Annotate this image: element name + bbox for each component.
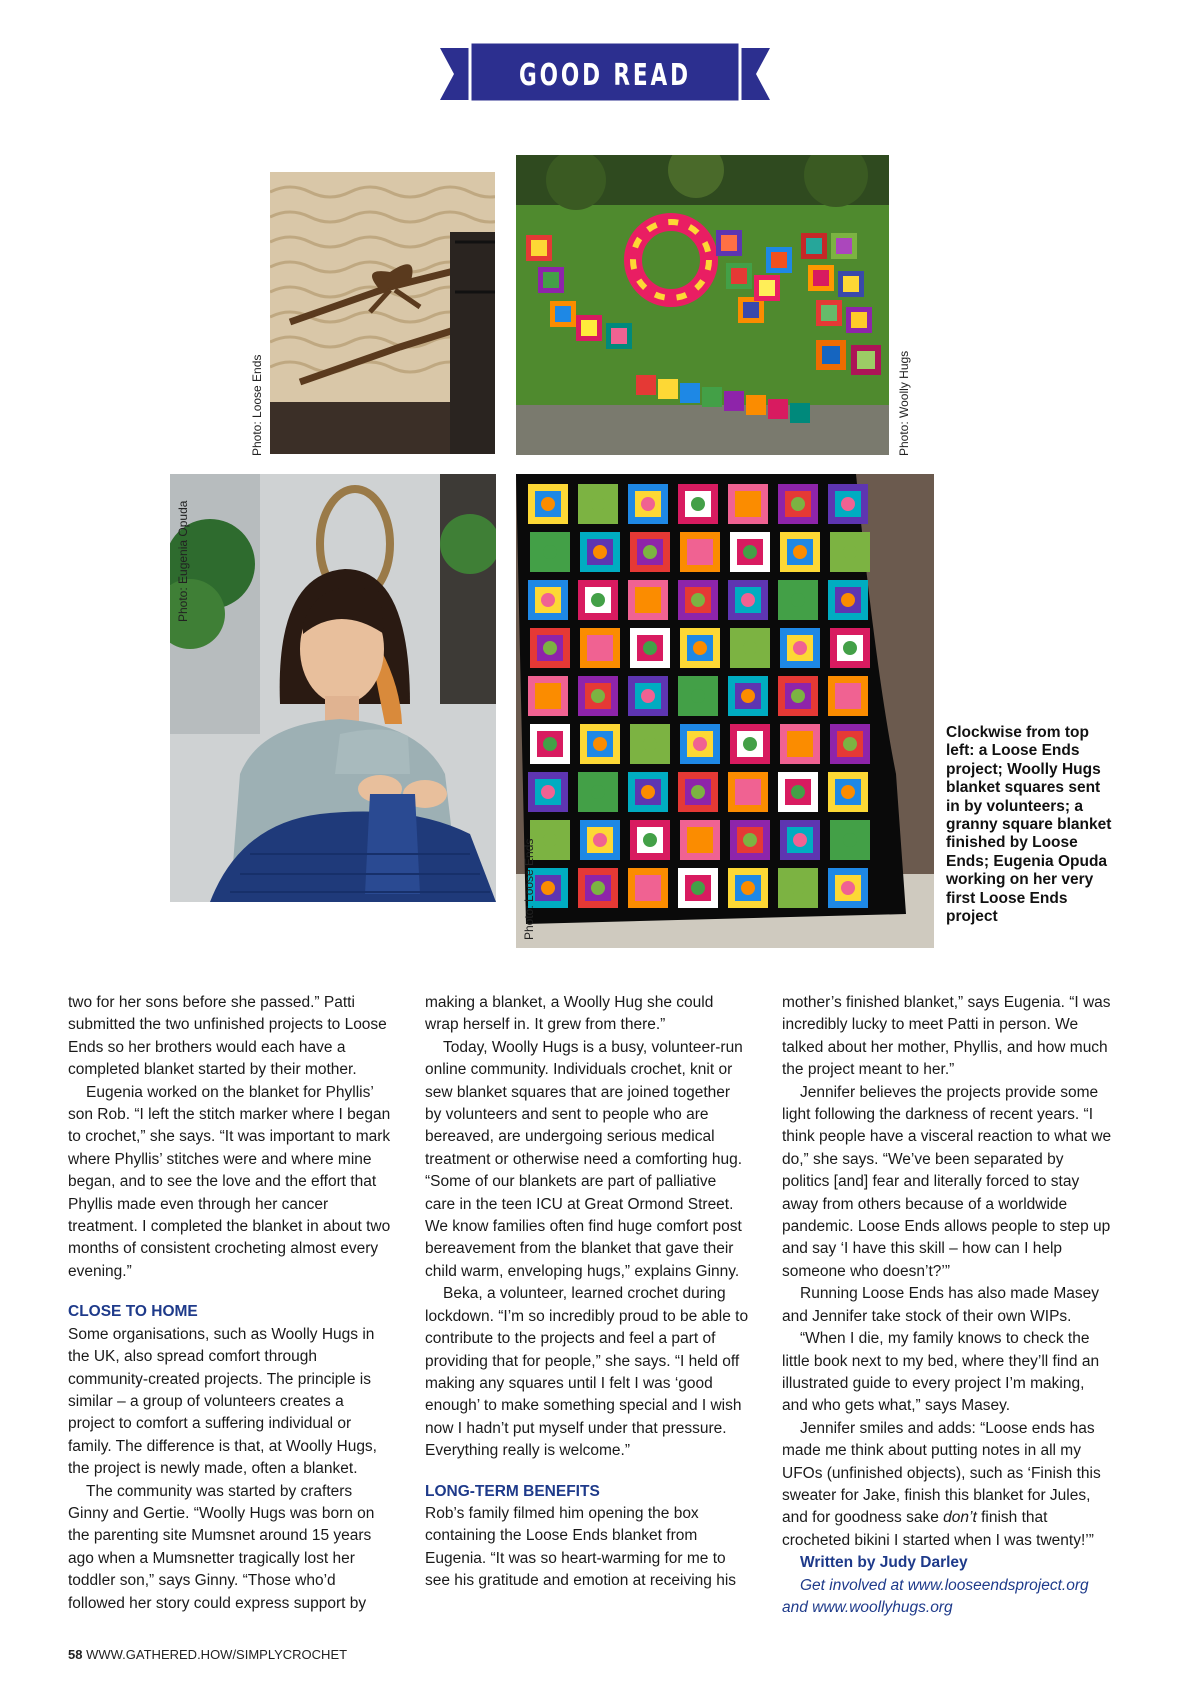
- photo-credit-woolly-hugs: Photo: Woolly Hugs: [897, 350, 911, 456]
- page-number: 58: [68, 1647, 83, 1662]
- paragraph: Today, Woolly Hugs is a busy, volunteer-run online community. Individuals crochet, knit or sew blanket squares that are joined together by volunteers and sent to people who are bereaved, are undergoing serious medical treatment or otherwise need a comforting hug. “Some of our blankets are part of palliative care in the teen ICU at Great Ormond Street. We know families often find huge comfort post bereavement from the blanket that gave their child warm, enveloping hugs,” explains Ginny.: [425, 1038, 743, 1280]
- photo-eugenia-opuda: [170, 474, 496, 902]
- paragraph: making a blanket, a Woolly Hug she could wrap herself in. It grew from there.”: [425, 994, 714, 1034]
- paragraph: Rob’s family filmed him opening the box containing the Loose Ends blanket from Eugenia. “It was so heart-warming for me to see his gratitude and emotion at receiving his: [425, 1504, 737, 1590]
- page-footer: [68, 1647, 347, 1662]
- photo-woolly-hugs-squares: [516, 155, 889, 455]
- paragraph-text: Jennifer smiles and adds: “Loose ends has made me think about putting notes in all my UFOs (unfinished objects), such as ‘Finish this sweater for Jake, finish this blanket for Jules, and for goodness sake: [782, 1419, 1101, 1527]
- get-involved-links: Get involved at www.looseendsproject.org and www.woollyhugs.org: [782, 1576, 1089, 1616]
- footer-url: WWW.GATHERED.HOW/SIMPLYCROCHET: [86, 1647, 348, 1662]
- paragraph: mother’s finished blanket,” says Eugenia. “I was incredibly lucky to meet Patti in person. We talked about her mother, Phyllis, and how much the project meant to her.”: [782, 994, 1111, 1079]
- subheading-long-term-benefits: LONG-TERM BENEFITS: [425, 1482, 600, 1500]
- paragraph: two for her sons before she passed.” Patti submitted the two unfinished projects to Loose Ends so her brothers would each have a completed blanket started by their mother.: [68, 994, 387, 1079]
- photo-credit-loose-ends: Photo: Loose Ends: [250, 354, 264, 456]
- photo-granny-square-blanket: [516, 474, 934, 948]
- paragraph: “When I die, my family knows to check the little book next to my bed, where they’ll find an illustrated guide to every project I’m making, and who gets what,” says Masey.: [782, 1330, 1100, 1415]
- author-byline: Written by Judy Darley: [800, 1554, 968, 1572]
- paragraph-text: finish that crocheted bikini I started when I was twenty!’”: [782, 1509, 1094, 1549]
- paragraph: [782, 1418, 1112, 1552]
- photo-credit-loose-ends-blanket: Photo: Loose Ends: [522, 838, 536, 940]
- banner-title: GOOD READ: [519, 58, 691, 93]
- photo-loose-ends-project: [270, 172, 495, 454]
- section-banner: [440, 40, 770, 112]
- photo-caption: Clockwise from top left: a Loose Ends project; Woolly Hugs blanket squares sent in by volunteers; a granny square blanket finished by Loose Ends; Eugenia Opuda working on her very first Loose Ends project: [946, 724, 1112, 926]
- article-column-2: [425, 992, 750, 1593]
- paragraph: The community was started by crafters Ginny and Gertie. “Woolly Hugs was born on the parenting site Mumsnet around 15 years ago when a Mumsnetter tragically lost her toddler son,” says Ginny. “Those who’d followed her story could express support by: [68, 1482, 375, 1612]
- subheading-close-to-home: CLOSE TO HOME: [68, 1303, 198, 1321]
- article-column-3: [782, 992, 1112, 1619]
- paragraph: Beka, a volunteer, learned crochet during lockdown. “I’m so incredibly proud to be able to contribute to the projects and feel a part of providing that for people,” she says. “I held off making any squares until I felt I was ‘good enough’ to make something special and I wish now I hadn’t put myself under that pressure. Everything really is welcome.”: [425, 1285, 749, 1460]
- photo-credit-eugenia-opuda: Photo: Eugenia Opuda: [176, 500, 190, 622]
- paragraph: Jennifer believes the projects provide some light following the darkness of recent years. “I think people have a visceral reaction to what we do,” she says. “We’ve been separated by politics [and] fear and literally forced to stay away from others because of a worldwide pandemic. Loose Ends allows people to step up and say ‘I have this skill – how can I help someone who doesn’t?’”: [782, 1083, 1112, 1280]
- paragraph: Eugenia worked on the blanket for Phyllis’ son Rob. “I left the stitch marker where I began to crochet,” she says. “It was important to mark where Phyllis’ stitches were and where mine began, and to see the love and the effort that Phyllis made even through her cancer treatment. I completed the blanket in about two months of consistent crocheting almost every evening.”: [68, 1083, 391, 1280]
- paragraph: Some organisations, such as Woolly Hugs in the UK, also spread comfort through community-created projects. The principle is similar – a group of volunteers creates a project to comfort a suffering individual or family. The difference is that, at Woolly Hugs, the project is newly made, often a blanket.: [68, 1325, 377, 1478]
- paragraph: Running Loose Ends has also made Masey and Jennifer take stock of their own WIPs.: [782, 1285, 1099, 1325]
- article-column-1: [68, 992, 393, 1615]
- emphasis-text: don’t: [943, 1509, 977, 1527]
